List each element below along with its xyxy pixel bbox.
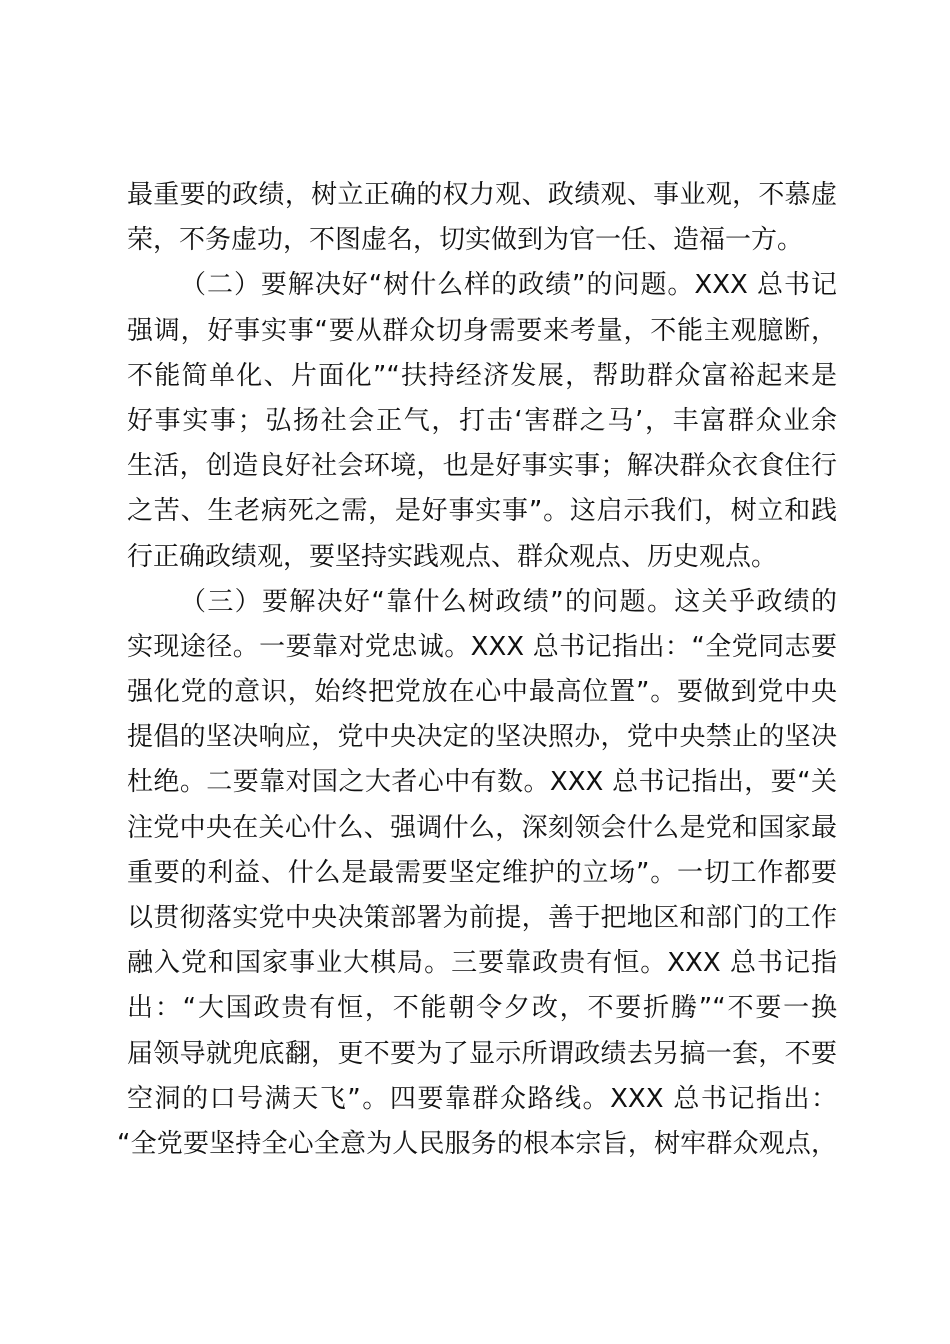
text-line: “全党要坚持全心全意为人民服务的根本宗旨，树牢群众观点， <box>117 1128 837 1159</box>
text-line: 好事实事；弘扬社会正气，打击‘害群之马’，丰富群众业余 <box>127 405 837 436</box>
text-line: 强化党的意识，始终把党放在心中最高位置”。要做到党中央 <box>127 677 837 708</box>
text-line: 之苦、生老病死之需，是好事实事”。这启示我们，树立和践 <box>127 496 837 527</box>
text-line: 空洞的口号满天飞”。四要靠群众路线。XXX 总书记指出： <box>127 1083 837 1114</box>
text-line: 融入党和国家事业大棋局。三要靠政贵有恒。XXX 总书记指 <box>127 948 837 979</box>
text-line: 重要的利益、什么是最需要坚定维护的立场”。一切工作都要 <box>127 857 837 888</box>
body-text <box>117 173 837 1167</box>
paragraph-heading-line: （三）要解决好“靠什么树政绩”的问题。这关乎政绩的 <box>180 586 837 617</box>
text-line: 最重要的政绩，树立正确的权力观、政绩观、事业观，不慕虚 <box>127 180 837 210</box>
text-line: 强调，好事实事“要从群众切身需要来考量，不能主观臆断， <box>127 315 837 346</box>
paragraph-heading-line: （二）要解决好“树什么样的政绩”的问题。XXX 总书记 <box>180 270 837 301</box>
text-line: 以贯彻落实党中央决策部署为前提，善于把地区和部门的工作 <box>127 903 837 933</box>
text-line: 不能简单化、片面化”“扶持经济发展，帮助群众富裕起来是 <box>127 360 837 391</box>
text-line: 荣，不务虚功，不图虚名，切实做到为官一任、造福一方。 <box>127 225 804 256</box>
text-line: 生活，创造良好社会环境，也是好事实事；解决群众衣食住行 <box>127 451 837 482</box>
text-line: 注党中央在关心什么、强调什么，深刻领会什么是党和国家最 <box>127 812 837 843</box>
text-line: 行正确政绩观，要坚持实践观点、群众观点、历史观点。 <box>127 541 778 572</box>
text-line: 杜绝。二要靠对国之大者心中有数。XXX 总书记指出，要“关 <box>127 767 837 798</box>
text-line: 实现途径。一要靠对党忠诚。XXX 总书记指出：“全党同志要 <box>127 631 837 662</box>
text-line: 届领导就兜底翻，更不要为了显示所谓政绩去另搞一套，不要 <box>127 1038 837 1069</box>
text-line: 提倡的坚决响应，党中央决定的坚决照办，党中央禁止的坚决 <box>127 722 837 753</box>
text-line: 出：“大国政贵有恒，不能朝令夕改，不要折腾”“不要一换 <box>127 993 837 1024</box>
